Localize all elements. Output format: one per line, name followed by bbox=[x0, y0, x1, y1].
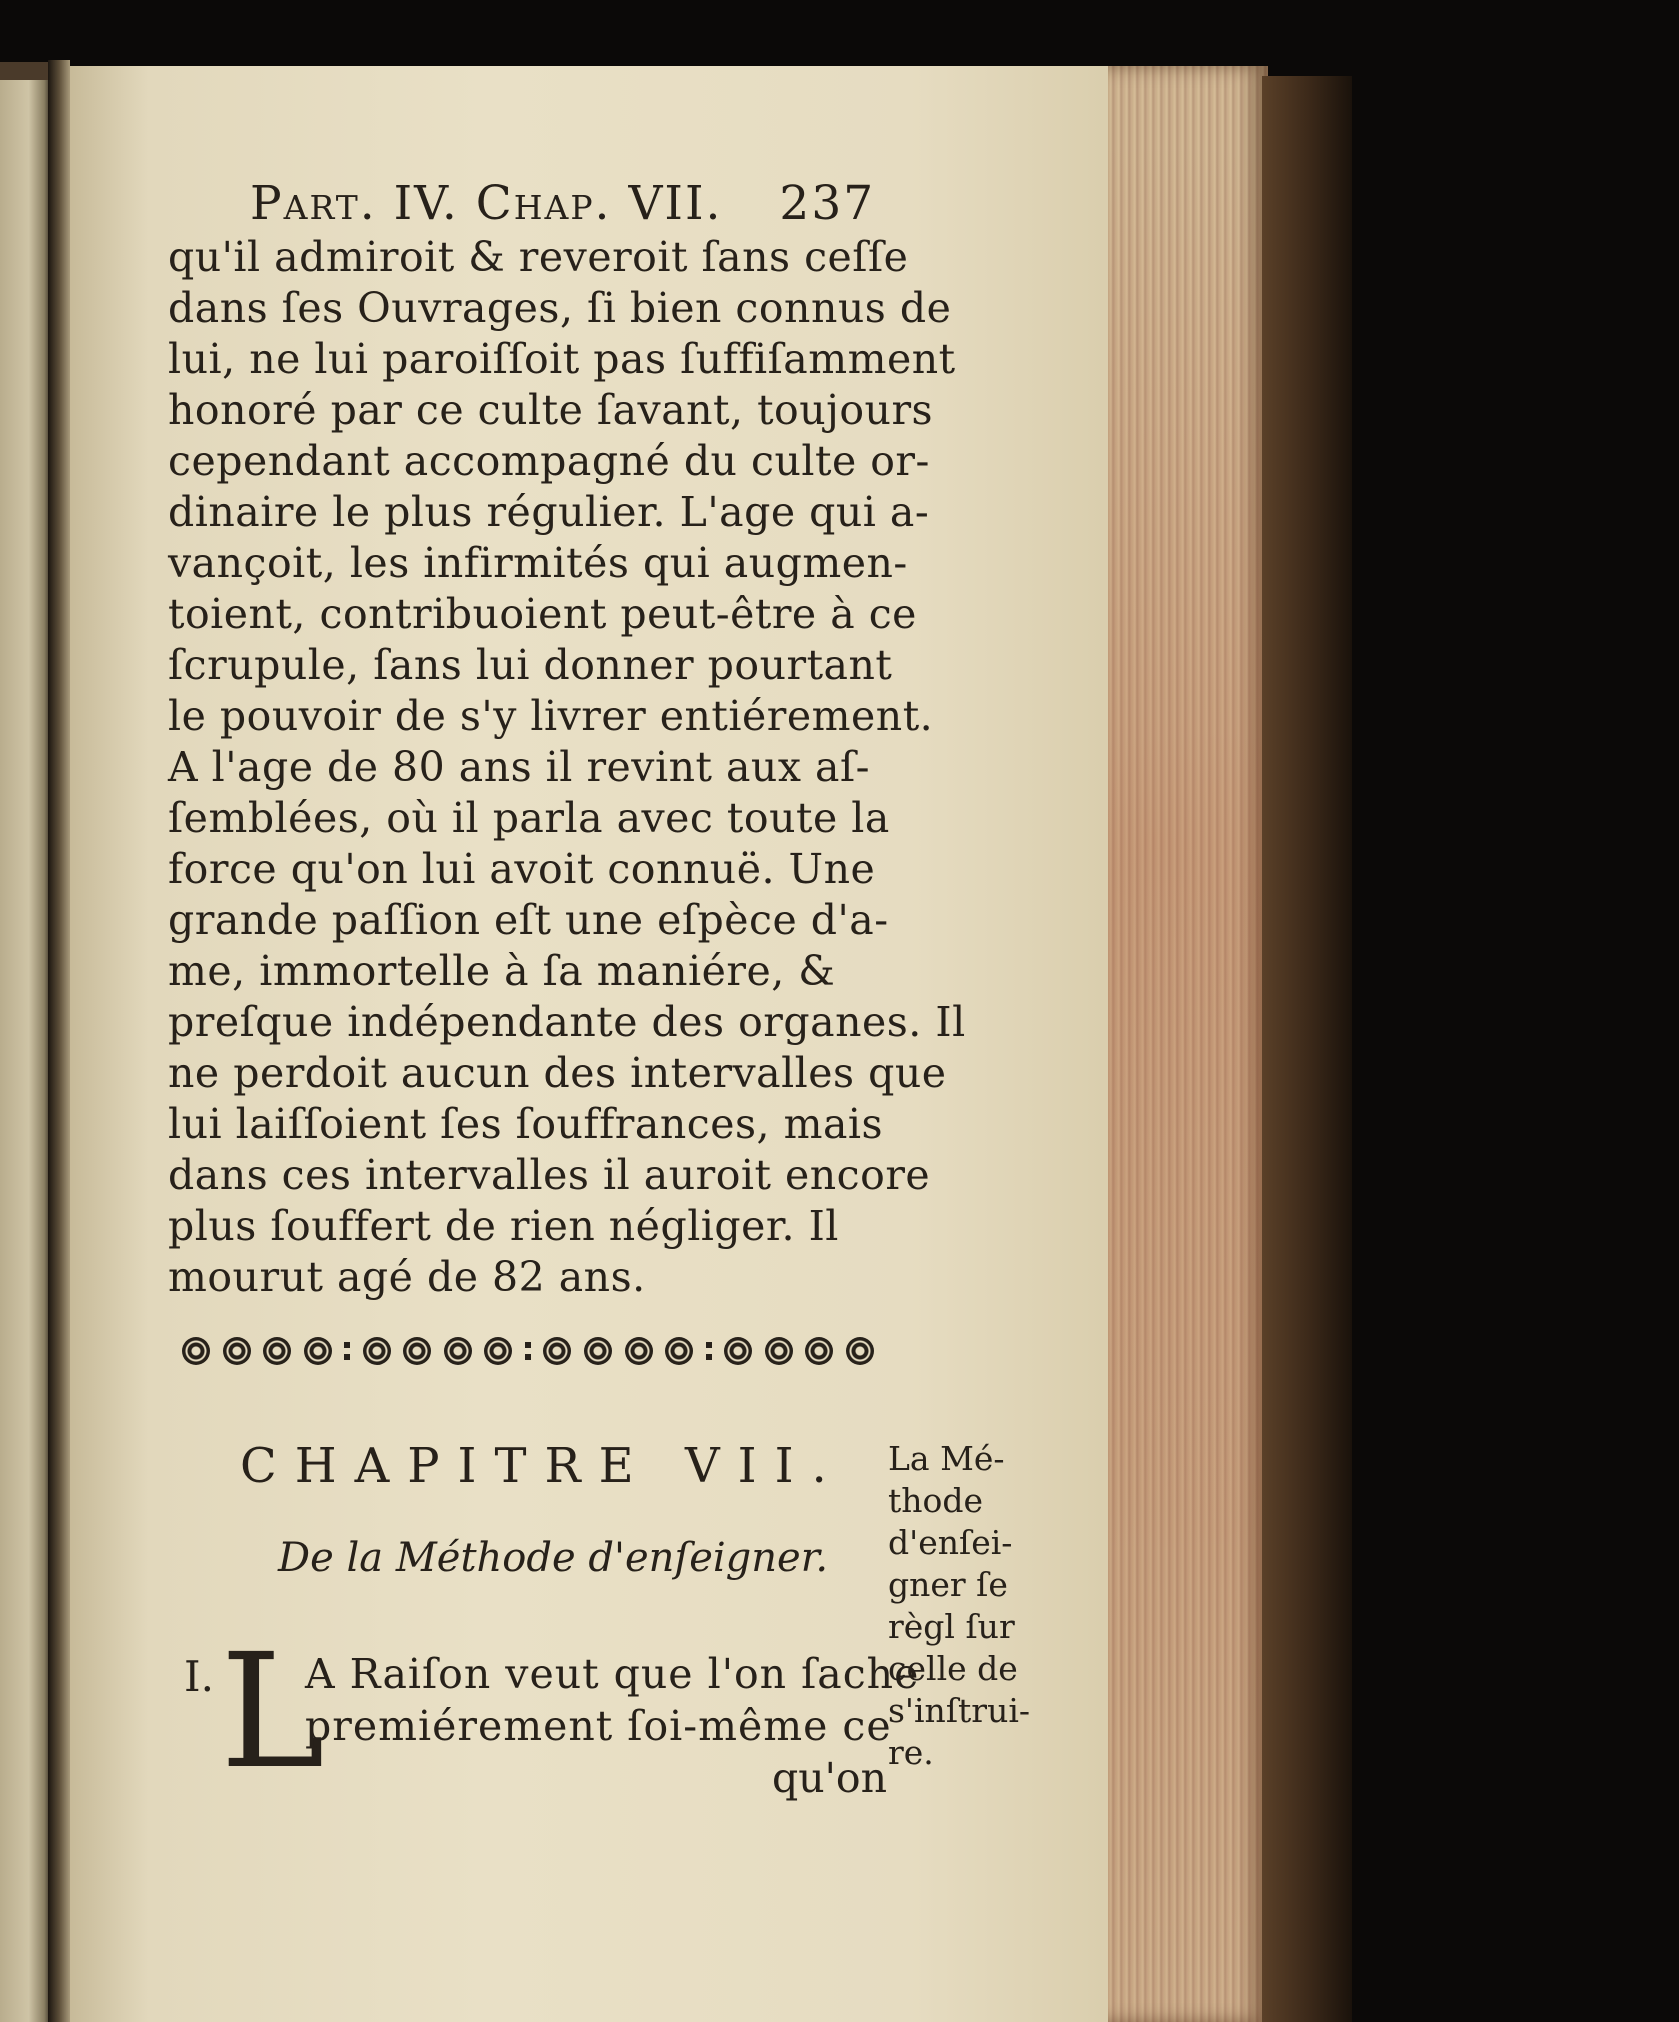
flower-ornament-icon bbox=[182, 1337, 210, 1365]
marginal-note-line: thode bbox=[888, 1481, 984, 1520]
marginal-note-line: gner ſe bbox=[888, 1565, 1008, 1604]
body-line: ſemblées, où il parla avec toute la bbox=[168, 794, 890, 842]
marginal-note-line: d'enſei- bbox=[888, 1523, 1013, 1562]
facing-page-edge bbox=[0, 80, 52, 2022]
body-line: plus ſouffert de rien négliger. Il bbox=[168, 1202, 839, 1250]
chapter-second-line: premiérement ſoi-même ce bbox=[305, 1702, 892, 1750]
flower-ornament-icon bbox=[765, 1337, 793, 1365]
catchword: qu'on bbox=[772, 1754, 888, 1802]
body-line: dans ſes Ouvrages, ſi bien connus de bbox=[168, 284, 952, 332]
marginal-note-line: re. bbox=[888, 1733, 934, 1772]
marginal-note-line: règl ſur bbox=[888, 1607, 1015, 1646]
drop-cap: L bbox=[220, 1620, 325, 1804]
flower-ornament-icon bbox=[625, 1337, 653, 1365]
flower-ornament-icon bbox=[263, 1337, 291, 1365]
marginal-note-line: celle de bbox=[888, 1649, 1018, 1688]
colon-ornament-icon bbox=[706, 1342, 712, 1360]
marginal-note bbox=[888, 1438, 1030, 1774]
running-header bbox=[250, 176, 875, 231]
flower-ornament-icon bbox=[444, 1337, 472, 1365]
gutter-shadow bbox=[48, 60, 70, 2022]
body-line: grande paſſion eſt une eſpèce d'a- bbox=[168, 896, 889, 944]
body-line: lui, ne lui paroiſſoit pas ſuffiſamment bbox=[168, 335, 956, 383]
body-line: ne perdoit aucun des intervalles que bbox=[168, 1049, 947, 1097]
paragraph-number: I. bbox=[184, 1652, 214, 1701]
marginal-note-line: s'inſtrui- bbox=[888, 1691, 1031, 1730]
flower-ornament-icon bbox=[363, 1337, 391, 1365]
page-block-edge bbox=[1108, 66, 1268, 2022]
body-line: A l'age de 80 ans il revint aux aſ- bbox=[168, 743, 870, 791]
body-line: cependant accompagné du culte or- bbox=[168, 437, 930, 485]
flower-ornament-icon bbox=[665, 1337, 693, 1365]
flower-ornament-icon bbox=[223, 1337, 251, 1365]
body-line: le pouvoir de s'y livrer entiérement. bbox=[168, 692, 934, 740]
flower-ornament-icon bbox=[805, 1337, 833, 1365]
body-line: force qu'on lui avoit connuë. Une bbox=[168, 845, 876, 893]
colon-ornament-icon bbox=[344, 1342, 350, 1360]
body-line: preſque indépendante des organes. Il bbox=[168, 998, 966, 1046]
chapter-heading: CHAPITRE VII. bbox=[240, 1438, 845, 1494]
body-line: vançoit, les infirmités qui augmen- bbox=[168, 539, 908, 587]
body-line: lui laiſſoient ſes ſouffrances, mais bbox=[168, 1100, 884, 1148]
body-line: dinaire le plus régulier. L'age qui a- bbox=[168, 488, 930, 536]
ornamental-rule bbox=[182, 1322, 874, 1380]
flower-ornament-icon bbox=[543, 1337, 571, 1365]
body-line: honoré par ce culte ſavant, toujours bbox=[168, 386, 934, 434]
colon-ornament-icon bbox=[525, 1342, 531, 1360]
running-title: Part. IV. Chap. VII. bbox=[250, 176, 723, 231]
body-line: mourut agé de 82 ans. bbox=[168, 1253, 646, 1301]
flower-ornament-icon bbox=[584, 1337, 612, 1365]
marginal-note-line: La Mé- bbox=[888, 1439, 1005, 1478]
chapter-subtitle: De la Méthode d'enſeigner. bbox=[278, 1535, 829, 1581]
flower-ornament-icon bbox=[403, 1337, 431, 1365]
back-cover bbox=[1262, 76, 1352, 2022]
flower-ornament-icon bbox=[484, 1337, 512, 1365]
flower-ornament-icon bbox=[846, 1337, 874, 1365]
chapter-first-line: A Raiſon veut que l'on ſache bbox=[305, 1650, 920, 1698]
body-line: dans ces intervalles il auroit encore bbox=[168, 1151, 931, 1199]
body-line: qu'il admiroit & reveroit ſans ceſſe bbox=[168, 233, 909, 281]
flower-ornament-icon bbox=[304, 1337, 332, 1365]
body-line: me, immortelle à ſa maniére, & bbox=[168, 947, 836, 995]
flower-ornament-icon bbox=[724, 1337, 752, 1365]
body-line: ſcrupule, ſans lui donner pourtant bbox=[168, 641, 893, 689]
body-line: toient, contribuoient peut-être à ce bbox=[168, 590, 917, 638]
page-number: 237 bbox=[779, 176, 876, 231]
